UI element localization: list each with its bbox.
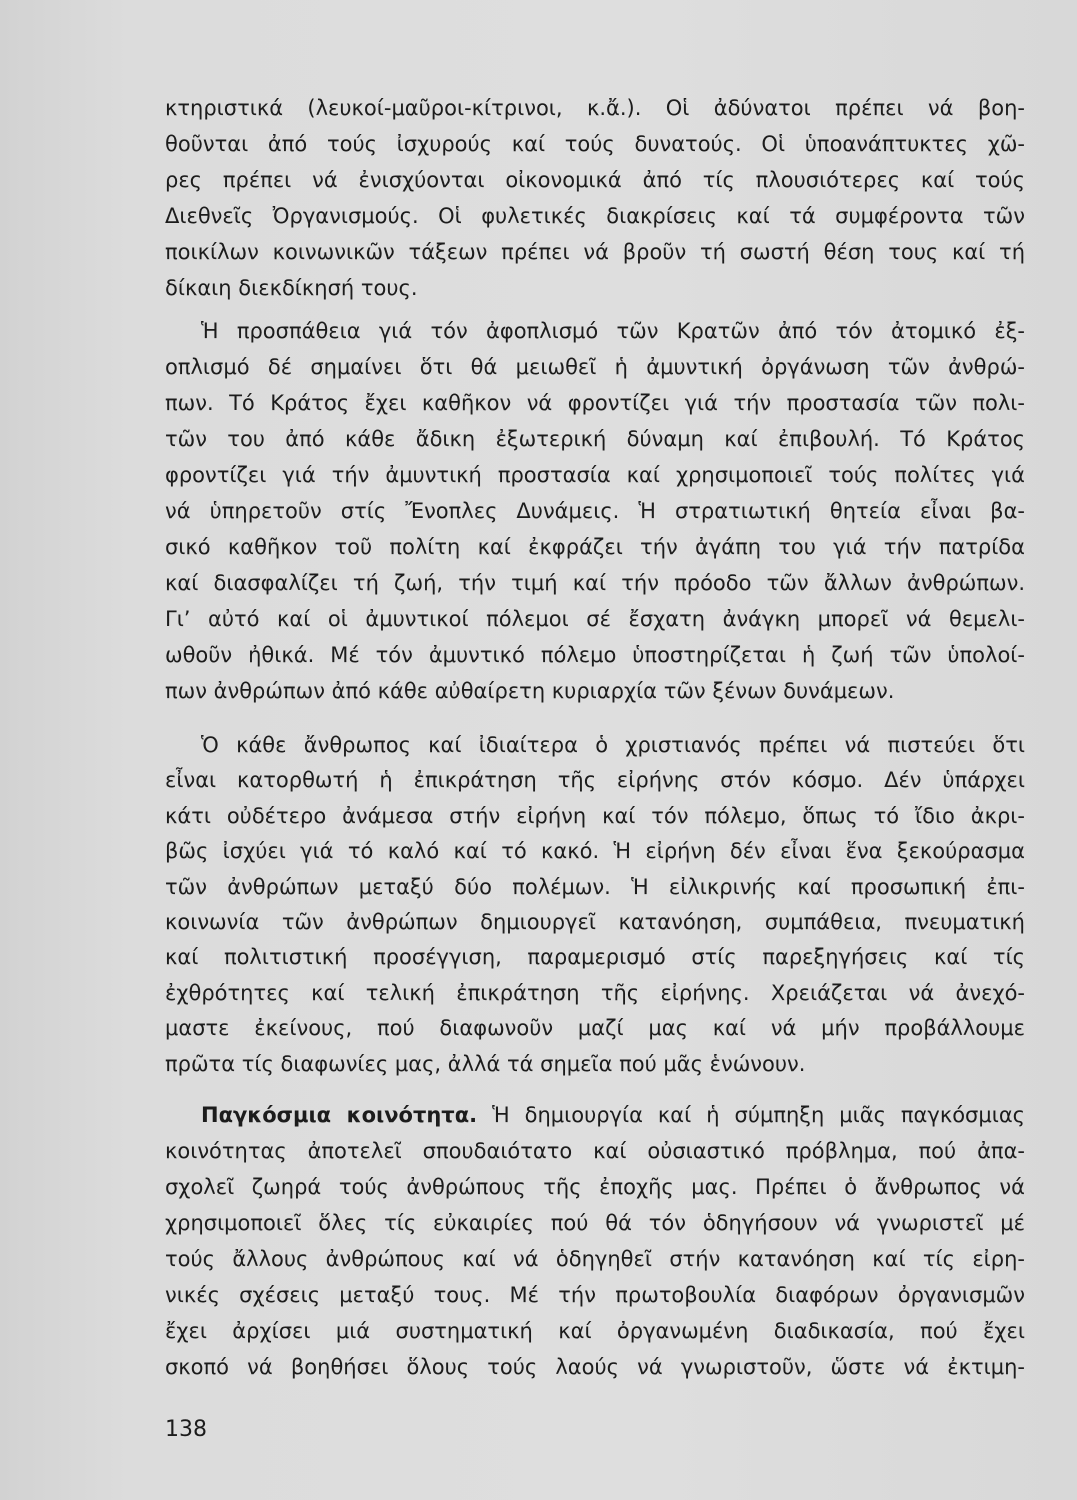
text-line: ωθοῦν ἠθικά. Μέ τόν ἀμυντικό πόλεμο ὑποστηρίζεται ἡ ζωή τῶν ὑπολοί- — [165, 643, 1025, 667]
text-line: σικό καθῆκον τοῦ πολίτη καί ἐκφράζει τήν ἀγάπη του γιά τήν πατρίδα — [165, 535, 1025, 559]
text-line: Διεθνεῖς Ὀργανισμούς. Οἱ φυλετικές διακρίσεις καί τά συμφέροντα τῶν — [165, 204, 1025, 228]
text-line: βῶς ἰσχύει γιά τό καλό καί τό κακό. Ἡ εἰρήνη δέν εἶναι ἕνα ξεκούρασμα — [165, 839, 1025, 864]
text-line: Γι’ αὐτό καί οἱ ἀμυντικοί πόλεμοι σέ ἔσχατη ἀνάγκη μπορεῖ νά θεμελι- — [165, 607, 1025, 631]
paragraph — [165, 90, 1025, 306]
text-line: νικές σχέσεις μεταξύ τους. Μέ τήν πρωτοβουλία διαφόρων ὀργανισμῶν — [165, 1283, 1025, 1307]
text-line: θοῦνται ἀπό τούς ἰσχυρούς καί τούς δυνατούς. Οἱ ὑποανάπτυκτες χῶ- — [165, 132, 1025, 156]
text-line: ἔχει ἀρχίσει μιά συστηματική καί ὀργανωμένη διαδικασία, πού ἔχει — [165, 1319, 1025, 1343]
text-line: οπλισμό δέ σημαίνει ὅτι θά μειωθεῖ ἡ ἀμυντική ὀργάνωση τῶν ἀνθρώ- — [165, 355, 1025, 379]
paragraph — [165, 728, 1025, 1082]
text-line: σχολεῖ ζωηρά τούς ἀνθρώπους τῆς ἐποχῆς μας. Πρέπει ὁ ἄνθρωπος νά — [165, 1175, 1025, 1199]
text-line: Ἡ προσπάθεια γιά τόν ἀφοπλισμό τῶν Κρατῶν ἀπό τόν ἀτομικό ἐξ- — [201, 319, 1025, 343]
text-line: εἶναι κατορθωτή ἡ ἐπικράτηση τῆς εἰρήνης στόν κόσμο. Δέν ὑπάρχει — [165, 768, 1025, 793]
text-line: δίκαιη διεκδίκησή τους. — [165, 276, 418, 300]
text-line: Ὁ κάθε ἄνθρωπος καί ἰδιαίτερα ὁ χριστιανός πρέπει νά πιστεύει ὅτι — [201, 733, 1025, 757]
text-line: ποικίλων κοινωνικῶν τάξεων πρέπει νά βροῦν τή σωστή θέση τους καί τή — [165, 240, 1025, 264]
text-line: κάτι οὐδέτερο ἀνάμεσα στήν εἰρήνη καί τόν πόλεμο, ὅπως τό ἴδιο ἀκρι- — [165, 803, 1025, 828]
paragraph — [165, 1097, 1025, 1385]
text-line: πρῶτα τίς διαφωνίες μας, ἀλλά τά σημεῖα πού μᾶς ἑνώνουν. — [165, 1051, 806, 1076]
text-line: κοινότητας ἀποτελεῖ σπουδαιότατο καί οὐσιαστικό πρόβλημα, πού ἀπα- — [165, 1139, 1025, 1163]
text-span: Ἡ δημιουργία καί ἡ σύμπηξη μιᾶς παγκόσμιας — [492, 1103, 1025, 1127]
text-line: κτηριστικά (λευκοί-μαῦροι-κίτρινοι, κ.ἄ.). Οἱ ἀδύνατοι πρέπει νά βοη- — [165, 96, 1025, 120]
text-line: φροντίζει γιά τήν ἀμυντική προστασία καί χρησιμοποιεῖ τούς πολίτες γιά — [165, 463, 1025, 487]
text-line — [165, 1097, 1025, 1133]
section-heading: Παγκόσμια κοινότητα. — [201, 1103, 478, 1127]
text-line: τῶν του ἀπό κάθε ἄδικη ἐξωτερική δύναμη καί ἐπιβουλή. Τό Κράτος — [165, 427, 1025, 451]
text-line: κοινωνία τῶν ἀνθρώπων δημιουργεῖ κατανόηση, συμπάθεια, πνευματική — [165, 909, 1025, 934]
paragraph — [165, 313, 1025, 709]
text-line: σκοπό νά βοηθήσει ὅλους τούς λαούς νά γνωριστοῦν, ὥστε νά ἐκτιμη- — [165, 1355, 1025, 1379]
text-line: τούς ἄλλους ἀνθρώπους καί νά ὁδηγηθεῖ στήν κατανόηση καί τίς εἰρη- — [165, 1247, 1025, 1271]
text-line: χρησιμοποιεῖ ὅλες τίς εὐκαιρίες πού θά τόν ὁδηγήσουν νά γνωριστεῖ μέ — [165, 1211, 1025, 1235]
text-line: τῶν ἀνθρώπων μεταξύ δύο πολέμων. Ἡ εἰλικρινής καί προσωπική ἐπι- — [165, 874, 1025, 899]
text-line: πων ἀνθρώπων ἀπό κάθε αὐθαίρετη κυριαρχία τῶν ξένων δυνάμεων. — [165, 679, 895, 703]
text-line: καί διασφαλίζει τή ζωή, τήν τιμή καί τήν πρόοδο τῶν ἄλλων ἀνθρώπων. — [165, 571, 1025, 595]
page-number: 138 — [165, 1417, 207, 1442]
text-line: καί πολιτιστική προσέγγιση, παραμερισμό στίς παρεξηγήσεις καί τίς — [165, 945, 1025, 970]
text-line: ρες πρέπει νά ἐνισχύονται οἰκονομικά ἀπό τίς πλουσιότερες καί τούς — [165, 168, 1025, 192]
text-line: νά ὑπηρετοῦν στίς Ἔνοπλες Δυνάμεις. Ἡ στρατιωτική θητεία εἶναι βα- — [165, 499, 1025, 523]
text-line: μαστε ἐκείνους, πού διαφωνοῦν μαζί μας καί νά μήν προβάλλουμε — [165, 1016, 1025, 1041]
text-line: πων. Τό Κράτος ἔχει καθῆκον νά φροντίζει γιά τήν προστασία τῶν πολι- — [165, 391, 1025, 415]
text-line: ἐχθρότητες καί τελική ἐπικράτηση τῆς εἰρήνης. Χρειάζεται νά ἀνεχό- — [165, 980, 1025, 1005]
